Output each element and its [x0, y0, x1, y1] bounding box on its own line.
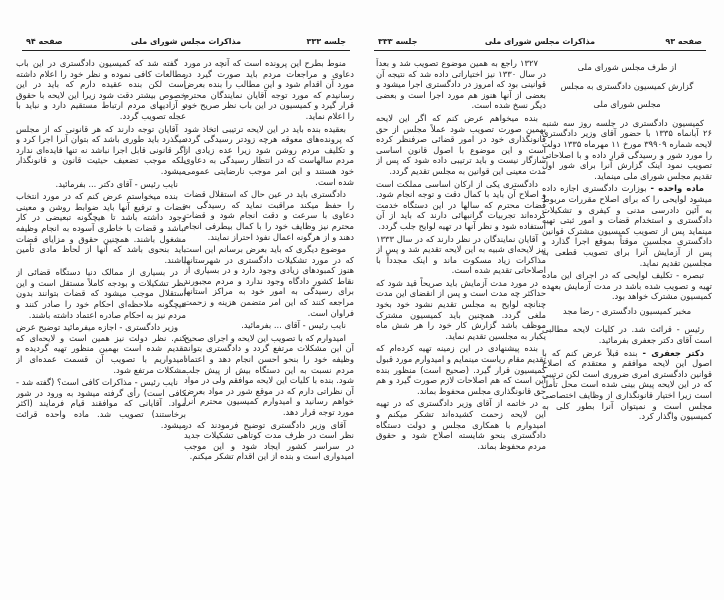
paragraph: آقایان نمایندگان در نظر دارند که در سال ۱۳۳۳ نیز لایحه‌ای شبیه به این لایحه تقدیم شد و پس از مذاکرات زیاد مسکوت ماند و اینک مجدداً با اصلاحاتی تقدیم شده است. — [376, 233, 546, 276]
paragraph: بنده میخواهم عرض کنم که اگر این لایحه بهمین صورت تصویب شود عملاً مجلس از حق قانونگذاری خود در امور قضائی صرفنظر کرده است و این موضوع با اصول قانون اساسی سازگار نیست و باید ترتیبی داده شود که پس از مدت معینی این قوانین به مجلس تقدیم گردد. — [376, 112, 546, 176]
paragraph: وزیر دادگستری - اجازه میفرمائید توضیح عرض کنم. نظر دولت نیز همین است و لایحه‌ای که تقدیم شده است بهمین منظور تهیه گردیده و امیدواریم با تصویب آن قسمت عمده‌ای از مشکلات مرتفع شود. — [16, 322, 186, 375]
page-number: صفحه ۹۳ — [665, 37, 702, 46]
paragraph: در خاتمه از آقای وزیر دادگستری که در تهیه این لایحه زحمت کشیده‌اند تشکر میکنم و امیدوارم با همکاری مجلس و دولت دستگاه دادگستری بنحو شایسته اصلاح شود و حقوق مردم محفوظ بماند. — [376, 398, 546, 451]
paragraph: نایب رئیس - مذاکرات کافی است؟ (گفته شد - کافی است) رأی گرفته میشود به ورود در شور مواد. آقایانی که موافقند قیام فرمایند (اکثر برخاستند) تصویب شد. ماده واحده قرائت میشود. — [16, 377, 186, 430]
session-number: جلسه ۳۳۳ — [378, 37, 418, 46]
paragraph: منوط بطرح این پرونده است که آنچه در مورد دعاوی و مراجعات مردم باید صورت گیرد در مورد آن اقدام شود و این مطالب را بنده بعرض رسانیدم که مورد توجه آقایان نمایندگان محترم قرار گیرد و کمیسیون در این باب نظر صریح خود را اعلام نماید. — [184, 58, 354, 121]
paragraph: کمیسیون دادگستری در جلسه روز سه شنبه ۲۶ آبانماه ۱۳۳۵ با حضور آقای وزیر دادگستری لایحه شماره ۳۹۹۰۹ مورخ ۱۱ مهرماه ۱۳۳۵ دولت را مورد شور و رسیدگی قرار داده و با اصلاحاتی تصویب نمود اینک گزارش آنرا برای شور اول تقدیم مجلس شورای ملی مینماید. — [542, 117, 712, 181]
heading: گزارش کمیسیون دادگستری به مجلس — [560, 80, 694, 91]
paragraph: رئیس - قرائت شد. در کلیات لایحه مطالبی است آقای دکتر جعفری بفرمائید. — [542, 324, 712, 346]
page-number: صفحه ۹۴ — [26, 37, 63, 46]
signature: مخبر کمیسیون دادگستری - رضا مجد — [562, 305, 692, 316]
heading: مجلس شورای ملی — [593, 99, 661, 110]
text-column-right — [184, 58, 354, 596]
paragraph: بنده پیشنهادی در این زمینه تهیه کرده‌ام که تقدیم مقام ریاست مینمایم و امیدوارم مورد قبول کمیسیون قرار گیرد. (صحیح است) منظور بنده این است که هم اصلاحات لازم صورت گیرد و هم حق قانونگذاری مجلس محفوظ بماند. — [376, 343, 546, 396]
paragraph: نایب رئیس - آقای دکتر ... بفرمائید. — [55, 178, 178, 189]
paragraph — [542, 183, 712, 268]
paragraph: در بسیاری از ممالک دنیا دستگاه قضائی از نظر تشکیلات و بودجه کاملاً مستقل است و این استقلال موجب میشود که قضات بتوانند بدون هیچگونه ملاحظه‌ای احکام خود را صادر کنند و مردم نیز به احکام صادره اعتماد داشته باشند. — [16, 267, 186, 320]
text-column-left — [16, 58, 186, 596]
paragraph: بعقیده بنده باید در این لایحه ترتیبی اتخاذ شود که پرونده‌های معوقه هرچه زودتر رسیدگی گردد و تکلیف مردم روشن شود زیرا عده زیادی از مردم سالهاست که در انتظار رسیدگی به دعاوی خود هستند و این امر موجب نارضایتی عمومی شده است. — [184, 123, 354, 187]
paragraph: دادگستری یکی از ارکان اساسی مملکت است و اصلاح آن باید با کمال دقت و توجه انجام شود. قضات محترم که سالها در این دستگاه خدمت کرده‌اند تجربیات گرانبهائی دارند که باید از آن استفاده شود و نظر آنها در تهیه لوایح جلب گردد. — [376, 178, 546, 231]
article-label: ماده واحده - — [650, 183, 704, 194]
paragraph: آقای وزیر دادگستری توضیح فرمودند که در نظر است در ظرف مدت کوتاهی تشکیلات جدید در سراسر کشور ایجاد شود و این موجب امیدواری است و بنده از این اقدام تشکر میکنم. — [184, 419, 354, 462]
paragraph: آقایان توجه دارند که هر قانونی که از مجلس میگذرد باید طوری باشد که بتوان آنرا اجرا کرد و اگر قانونی قابل اجرا نباشد نه تنها فایده‌ای ندارد بلکه موجب تضعیف حیثیت قانون و قانونگذار میشود. — [16, 123, 186, 176]
right-page — [362, 0, 724, 600]
paragraph: موضوع دیگری که باید بعرض برسانم این است که در مورد تشکیلات دادگستری در شهرستانها هنوز کمبودهای زیادی وجود دارد و در بسیاری از نقاط کشور دادگاه وجود ندارد و مردم مجبورند برای رسیدگی به امور خود به مراکز استانها مراجعه کنند که این امر متضمن هزینه و زحمت فراوان است. — [184, 244, 354, 318]
paragraph: تبصره - تکلیف لوایحی که در اجرای این ماده تهیه و تصویب شده باشد در مدت آزمایش بعهده کمیسیون مشترک خواهد بود. — [542, 270, 712, 302]
heading: از طرف مجلس شورای ملی — [577, 62, 677, 72]
paragraph: دادگستری باید در عین حال که استقلال قضات را حفظ میکند مراقبت نماید که رسیدگی به دعاوی با سرعت و دقت انجام شود و قضات محترم نیز وظایف خود را با کمال بیطرفی انجام دهند و از هرگونه اعمال نفوذ احتراز نمایند. — [184, 189, 354, 242]
text-column-right — [542, 58, 712, 596]
paragraph: نایب رئیس - آقای ... بفرمائید. — [241, 320, 346, 331]
paragraph — [542, 348, 712, 422]
paragraph: در مورد مدت آزمایش باید صریحاً قید شود که حداکثر چه مدت است و پس از انقضای این مدت چنانچه لوایح به مجلس تقدیم نشود خود بخود ملغی گردد. همچنین باید کمیسیون مشترک موظف باشد گزارش کار خود را هر شش ماه یکبار به مجلسین تقدیم نماید. — [376, 277, 546, 341]
speaker-text: بنده قبلاً عرض کنم که با اصول این لایحه موافقم و معتقدم که اصلاح قوانین دادگستری امری ضروری است لکن ترتیبی که در این لایحه پیش بینی شده است محل تأمل است زیرا اختیار قانونگذاری از وظایف اختصاصی مجلس است و نمیتوان آنرا بطور کلی به کمیسیون واگذار کرد. — [542, 347, 712, 422]
page-header — [374, 36, 706, 51]
paragraph: امیدوارم که با تصویب این لایحه و اجرای صحیح آن این مشکلات مرتفع گردد و دادگستری بتواند وظیفه خود را بنحو احسن انجام دهد و اعتماد مردم نسبت به این دستگاه بیش از پیش جلب شود. بنده با کلیات این لایحه موافقم ولی در مواد آن نظراتی دارم که در موقع شور در مواد بعرض خواهم رسانید و امیدوارم کمیسیون محترم آنرا مورد توجه قرار دهد. — [184, 332, 354, 417]
page-header — [22, 36, 350, 51]
paragraph: ۱۳۲۷ راجع به همین موضوع تصویب شد و بعداً در سال ۱۳۳۰ نیز اختیاراتی داده شد که نتیجه آن قوانینی بود که امروز در دادگستری اجرا میشود و بعضی از آنها هنوز هم مورد اجرا است و بعضی دیگر نسخ شده است. — [376, 58, 546, 111]
paragraph: گفته شد که کمیسیون دادگستری در این باب مطالعات کافی نموده و نظر خود را اعلام داشته است لکن بنده عقیده دارم که باید در این خصوص بیشتر دقت شود زیرا این لایحه با حقوق و آزادیهای مردم ارتباط مستقیم دارد و نباید با عجله تصویب گردد. — [16, 58, 186, 121]
running-title: مذاکرات مجلس شورای ملی — [130, 37, 242, 46]
session-number: جلسه ۳۳۳ — [306, 37, 346, 46]
speaker-label: دکتر جعفری - — [642, 347, 704, 358]
running-title: مذاکرات مجلس شورای ملی — [484, 37, 596, 46]
text-column-left — [376, 58, 546, 596]
article-text: بوزارت دادگستری اجازه داده میشود لوایحی را که برای اصلاح مقررات مربوط به آئین دادرسی مدنی و کیفری و تشکیلات دادگستری و استخدام قضات و امور ثبتی تهیه مینماید پس از تصویب کمیسیون مشترک قوانین دادگستری مجلسین موقتاً بموقع اجرا گذارد و پس از آزمایش آنرا برای تصویب قطعی به مجلسین تقدیم نماید. — [542, 183, 712, 268]
paragraph: بنده میخواستم عرض کنم که در مورد انتخاب قضات و ترفیع آنها باید ضوابط روشن و معینی وجود داشته باشد تا هیچگونه تبعیضی در کار نباشد و قضات با خاطری آسوده به انجام وظیفه مشغول باشند. همچنین حقوق و مزایای قضات باید بنحوی باشد که آنها از لحاظ مادی تأمین باشند. — [16, 191, 186, 265]
